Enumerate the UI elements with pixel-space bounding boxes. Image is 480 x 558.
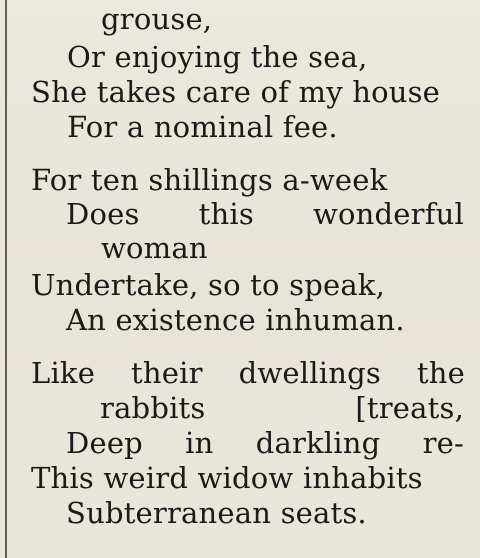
poem-line: An existence inhuman. [66,303,405,337]
poem-line-justified [31,356,465,390]
column-rule [5,0,7,558]
poem-line-justified [66,197,464,231]
poem-word: this [198,197,254,231]
poem-line: Or enjoying the sea, [67,40,368,74]
poem-line: grouse, [101,2,213,36]
poem-line: woman [101,231,208,265]
poem-word: darkling [255,426,381,460]
poem-line: This weird widow inhabits [31,461,423,495]
poem-line: For ten shillings a-week [31,163,388,197]
poem-word: dwellings [238,356,381,390]
poem-word: re- [422,426,464,460]
poem-word: in [185,426,214,460]
poem-word: rabbits [100,391,206,425]
poem-word: Deep [66,426,143,460]
poem-line: Undertake, so to speak, [31,268,386,302]
poem-word: their [131,356,203,390]
poem-word: Does [66,197,140,231]
poem-line: Subterranean seats. [66,496,367,530]
poem-line-justified [100,391,464,425]
poem-line: For a nominal fee. [67,110,338,144]
poem-word: wonderful [312,197,464,231]
poem-word: Like [31,356,96,390]
poem-word: [treats, [355,391,464,425]
poem-word: the [416,356,465,390]
poem-line: She takes care of my house [31,75,441,109]
poem-line-justified [66,426,464,460]
